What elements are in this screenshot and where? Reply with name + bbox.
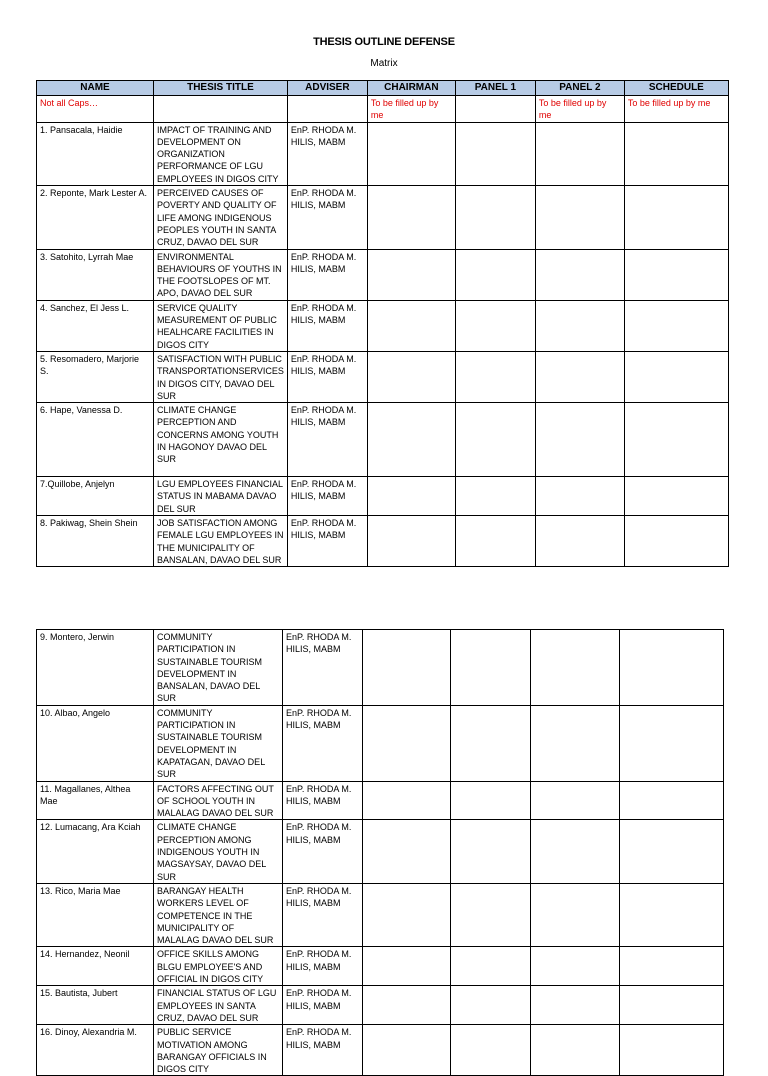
schedule-cell	[620, 630, 724, 706]
chairman-cell	[367, 186, 455, 249]
schedule-cell	[624, 516, 728, 567]
chairman-cell	[367, 477, 455, 516]
panel-1-cell	[451, 820, 531, 883]
panel-2-cell	[535, 300, 624, 351]
header-thesis-title: THESIS TITLE	[154, 81, 288, 96]
chairman-cell	[367, 516, 455, 567]
table-row	[37, 820, 724, 883]
panel-1-cell	[451, 883, 531, 946]
panel-2-cell	[535, 122, 624, 185]
chairman-cell	[367, 403, 455, 477]
adviser-cell: EnP. RHODA M. HILIS, MABM	[283, 947, 363, 986]
schedule-cell	[620, 781, 724, 820]
matrix-table-page2	[36, 629, 724, 1076]
chairman-cell	[367, 122, 455, 185]
name-cell: 14. Hernandez, Neonil	[37, 947, 154, 986]
name-cell: 9. Montero, Jerwin	[37, 630, 154, 706]
adviser-cell: EnP. RHODA M. HILIS, MABM	[283, 986, 363, 1025]
table-row	[37, 516, 729, 567]
panel-2-cell	[531, 705, 620, 781]
name-cell: 15. Bautista, Jubert	[37, 986, 154, 1025]
name-cell: 13. Rico, Maria Mae	[37, 883, 154, 946]
thesis-title-cell: JOB SATISFACTION AMONG FEMALE LGU EMPLOYEES IN THE MUNICIPALITY OF BANSALAN, DAVAO DEL SUR	[154, 516, 288, 567]
chairman-cell	[363, 705, 451, 781]
panel-1-cell	[451, 781, 531, 820]
name-cell: 4. Sanchez, El Jess L.	[37, 300, 154, 351]
table-row	[37, 705, 724, 781]
name-cell: 8. Pakiwag, Shein Shein	[37, 516, 154, 567]
panel-2-cell	[531, 781, 620, 820]
header-chairman: CHAIRMAN	[367, 81, 455, 96]
panel-1-cell	[455, 300, 535, 351]
note-cell: Not all Caps…	[37, 96, 154, 123]
thesis-title-cell: OFFICE SKILLS AMONG BLGU EMPLOYEE'S AND OFFICIAL IN DIGOS CITY	[154, 947, 283, 986]
name-cell: 1. Pansacala, Haidie	[37, 122, 154, 185]
thesis-title-cell: PERCEIVED CAUSES OF POVERTY AND QUALITY OF LIFE AMONG INDIGENOUS PEOPLES YOUTH IN SANTA CRUZ, DAVAO DEL SUR	[154, 186, 288, 249]
name-cell: 7.Quillobe, Anjelyn	[37, 477, 154, 516]
note-cell	[287, 96, 367, 123]
panel-2-cell	[531, 947, 620, 986]
panel-1-cell	[451, 1025, 531, 1076]
chairman-cell	[363, 781, 451, 820]
thesis-title-cell: ENVIRONMENTAL BEHAVIOURS OF YOUTHS IN THE FOOTSLOPES OF MT. APO, DAVAO DEL SUR	[154, 249, 288, 300]
name-cell: 2. Reponte, Mark Lester A.	[37, 186, 154, 249]
name-cell: 3. Satohito, Lyrrah Mae	[37, 249, 154, 300]
note-row	[37, 96, 729, 123]
chairman-cell	[363, 986, 451, 1025]
panel-2-cell	[535, 351, 624, 402]
panel-2-cell	[531, 1025, 620, 1076]
note-cell	[154, 96, 288, 123]
name-cell: 12. Lumacang, Ara Kciah	[37, 820, 154, 883]
table-row	[37, 477, 729, 516]
adviser-cell: EnP. RHODA M. HILIS, MABM	[283, 883, 363, 946]
adviser-cell: EnP. RHODA M. HILIS, MABM	[283, 630, 363, 706]
panel-2-cell	[531, 883, 620, 946]
header-adviser: ADVISER	[287, 81, 367, 96]
table-row	[37, 122, 729, 185]
panel-1-cell	[451, 947, 531, 986]
chairman-cell	[367, 351, 455, 402]
thesis-title-cell: COMMUNITY PARTICIPATION IN SUSTAINABLE TOURISM DEVELOPMENT IN KAPATAGAN, DAVAO DEL SUR	[154, 705, 283, 781]
name-cell: 16. Dinoy, Alexandria M.	[37, 1025, 154, 1076]
adviser-cell: EnP. RHODA M. HILIS, MABM	[287, 122, 367, 185]
thesis-title-cell: PUBLIC SERVICE MOTIVATION AMONG BARANGAY OFFICIALS IN DIGOS CITY	[154, 1025, 283, 1076]
panel-1-cell	[455, 249, 535, 300]
panel-1-cell	[455, 403, 535, 477]
chairman-cell	[367, 249, 455, 300]
schedule-cell	[624, 249, 728, 300]
document-title: THESIS OUTLINE DEFENSE	[313, 36, 455, 48]
schedule-cell	[620, 705, 724, 781]
chairman-cell	[363, 883, 451, 946]
name-cell: 5. Resomadero, Marjorie S.	[37, 351, 154, 402]
table-row	[37, 1025, 724, 1076]
name-cell: 10. Albao, Angelo	[37, 705, 154, 781]
table-row	[37, 630, 724, 706]
adviser-cell: EnP. RHODA M. HILIS, MABM	[283, 781, 363, 820]
thesis-title-cell: SATISFACTION WITH PUBLIC TRANSPORTATIONSERVICES IN DIGOS CITY, DAVAO DEL SUR	[154, 351, 288, 402]
table-row	[37, 249, 729, 300]
chairman-cell	[363, 630, 451, 706]
header-panel-1: PANEL 1	[455, 81, 535, 96]
thesis-title-cell: LGU EMPLOYEES FINANCIAL STATUS IN MABAMA DAVAO DEL SUR	[154, 477, 288, 516]
table-row	[37, 186, 729, 249]
schedule-cell	[624, 186, 728, 249]
panel-1-cell	[455, 122, 535, 185]
table-row	[37, 300, 729, 351]
panel-1-cell	[455, 186, 535, 249]
header-panel-2: PANEL 2	[535, 81, 624, 96]
adviser-cell: EnP. RHODA M. HILIS, MABM	[287, 249, 367, 300]
panel-2-cell	[535, 186, 624, 249]
header-schedule: SCHEDULE	[624, 81, 728, 96]
panel-2-cell	[531, 820, 620, 883]
chairman-cell	[363, 1025, 451, 1076]
schedule-cell	[620, 986, 724, 1025]
thesis-title-cell: IMPACT OF TRAINING AND DEVELOPMENT ON ORGANIZATION PERFORMANCE OF LGU EMPLOYEES IN DIGOS CITY	[154, 122, 288, 185]
adviser-cell: EnP. RHODA M. HILIS, MABM	[283, 705, 363, 781]
table-row	[37, 883, 724, 946]
panel-2-cell	[531, 986, 620, 1025]
header-row	[37, 81, 729, 96]
table-row	[37, 351, 729, 402]
chairman-cell	[363, 820, 451, 883]
name-cell: 6. Hape, Vanessa D.	[37, 403, 154, 477]
schedule-cell	[624, 477, 728, 516]
panel-1-cell	[455, 516, 535, 567]
document-subtitle: Matrix	[370, 58, 398, 69]
note-cell: To be filled up by me	[624, 96, 728, 123]
note-cell: To be filled up by me	[535, 96, 624, 123]
adviser-cell: EnP. RHODA M. HILIS, MABM	[287, 516, 367, 567]
adviser-cell: EnP. RHODA M. HILIS, MABM	[287, 186, 367, 249]
adviser-cell: EnP. RHODA M. HILIS, MABM	[283, 820, 363, 883]
adviser-cell: EnP. RHODA M. HILIS, MABM	[287, 300, 367, 351]
chairman-cell	[363, 947, 451, 986]
thesis-title-cell: FINANCIAL STATUS OF LGU EMPLOYEES IN SANTA CRUZ, DAVAO DEL SUR	[154, 986, 283, 1025]
adviser-cell: EnP. RHODA M. HILIS, MABM	[287, 477, 367, 516]
adviser-cell: EnP. RHODA M. HILIS, MABM	[287, 403, 367, 477]
adviser-cell: EnP. RHODA M. HILIS, MABM	[287, 351, 367, 402]
thesis-title-cell: CLIMATE CHANGE PERCEPTION AMONG INDIGENOUS YOUTH IN MAGSAYSAY, DAVAO DEL SUR	[154, 820, 283, 883]
schedule-cell	[624, 300, 728, 351]
table-row	[37, 986, 724, 1025]
panel-1-cell	[455, 477, 535, 516]
thesis-title-cell: COMMUNITY PARTICIPATION IN SUSTAINABLE TOURISM DEVELOPMENT IN BANSALAN, DAVAO DEL SUR	[154, 630, 283, 706]
panel-2-cell	[535, 249, 624, 300]
table-row	[37, 403, 729, 477]
panel-2-cell	[535, 516, 624, 567]
adviser-cell: EnP. RHODA M. HILIS, MABM	[283, 1025, 363, 1076]
schedule-cell	[620, 883, 724, 946]
panel-1-cell	[451, 986, 531, 1025]
schedule-cell	[624, 122, 728, 185]
panel-1-cell	[455, 351, 535, 402]
chairman-cell	[367, 300, 455, 351]
note-cell: To be filled up by me	[367, 96, 455, 123]
table-row	[37, 947, 724, 986]
schedule-cell	[620, 820, 724, 883]
panel-1-cell	[451, 705, 531, 781]
panel-2-cell	[535, 477, 624, 516]
schedule-cell	[624, 403, 728, 477]
panel-2-cell	[531, 630, 620, 706]
thesis-title-cell: FACTORS AFFECTING OUT OF SCHOOL YOUTH IN MALALAG DAVAO DEL SUR	[154, 781, 283, 820]
thesis-title-cell: SERVICE QUALITY MEASUREMENT OF PUBLIC HEALHCARE FACILITIES IN DIGOS CITY	[154, 300, 288, 351]
schedule-cell	[620, 1025, 724, 1076]
schedule-cell	[620, 947, 724, 986]
header-name: NAME	[37, 81, 154, 96]
panel-2-cell	[535, 403, 624, 477]
thesis-title-cell: BARANGAY HEALTH WORKERS LEVEL OF COMPETENCE IN THE MUNICIPALITY OF MALALAG DAVAO DEL SUR	[154, 883, 283, 946]
schedule-cell	[624, 351, 728, 402]
name-cell: 11. Magallanes, Althea Mae	[37, 781, 154, 820]
thesis-title-cell: CLIMATE CHANGE PERCEPTION AND CONCERNS AMONG YOUTH IN HAGONOY DAVAO DEL SUR	[154, 403, 288, 477]
panel-1-cell	[451, 630, 531, 706]
note-cell	[455, 96, 535, 123]
matrix-table-page1	[36, 80, 729, 567]
table-row	[37, 781, 724, 820]
